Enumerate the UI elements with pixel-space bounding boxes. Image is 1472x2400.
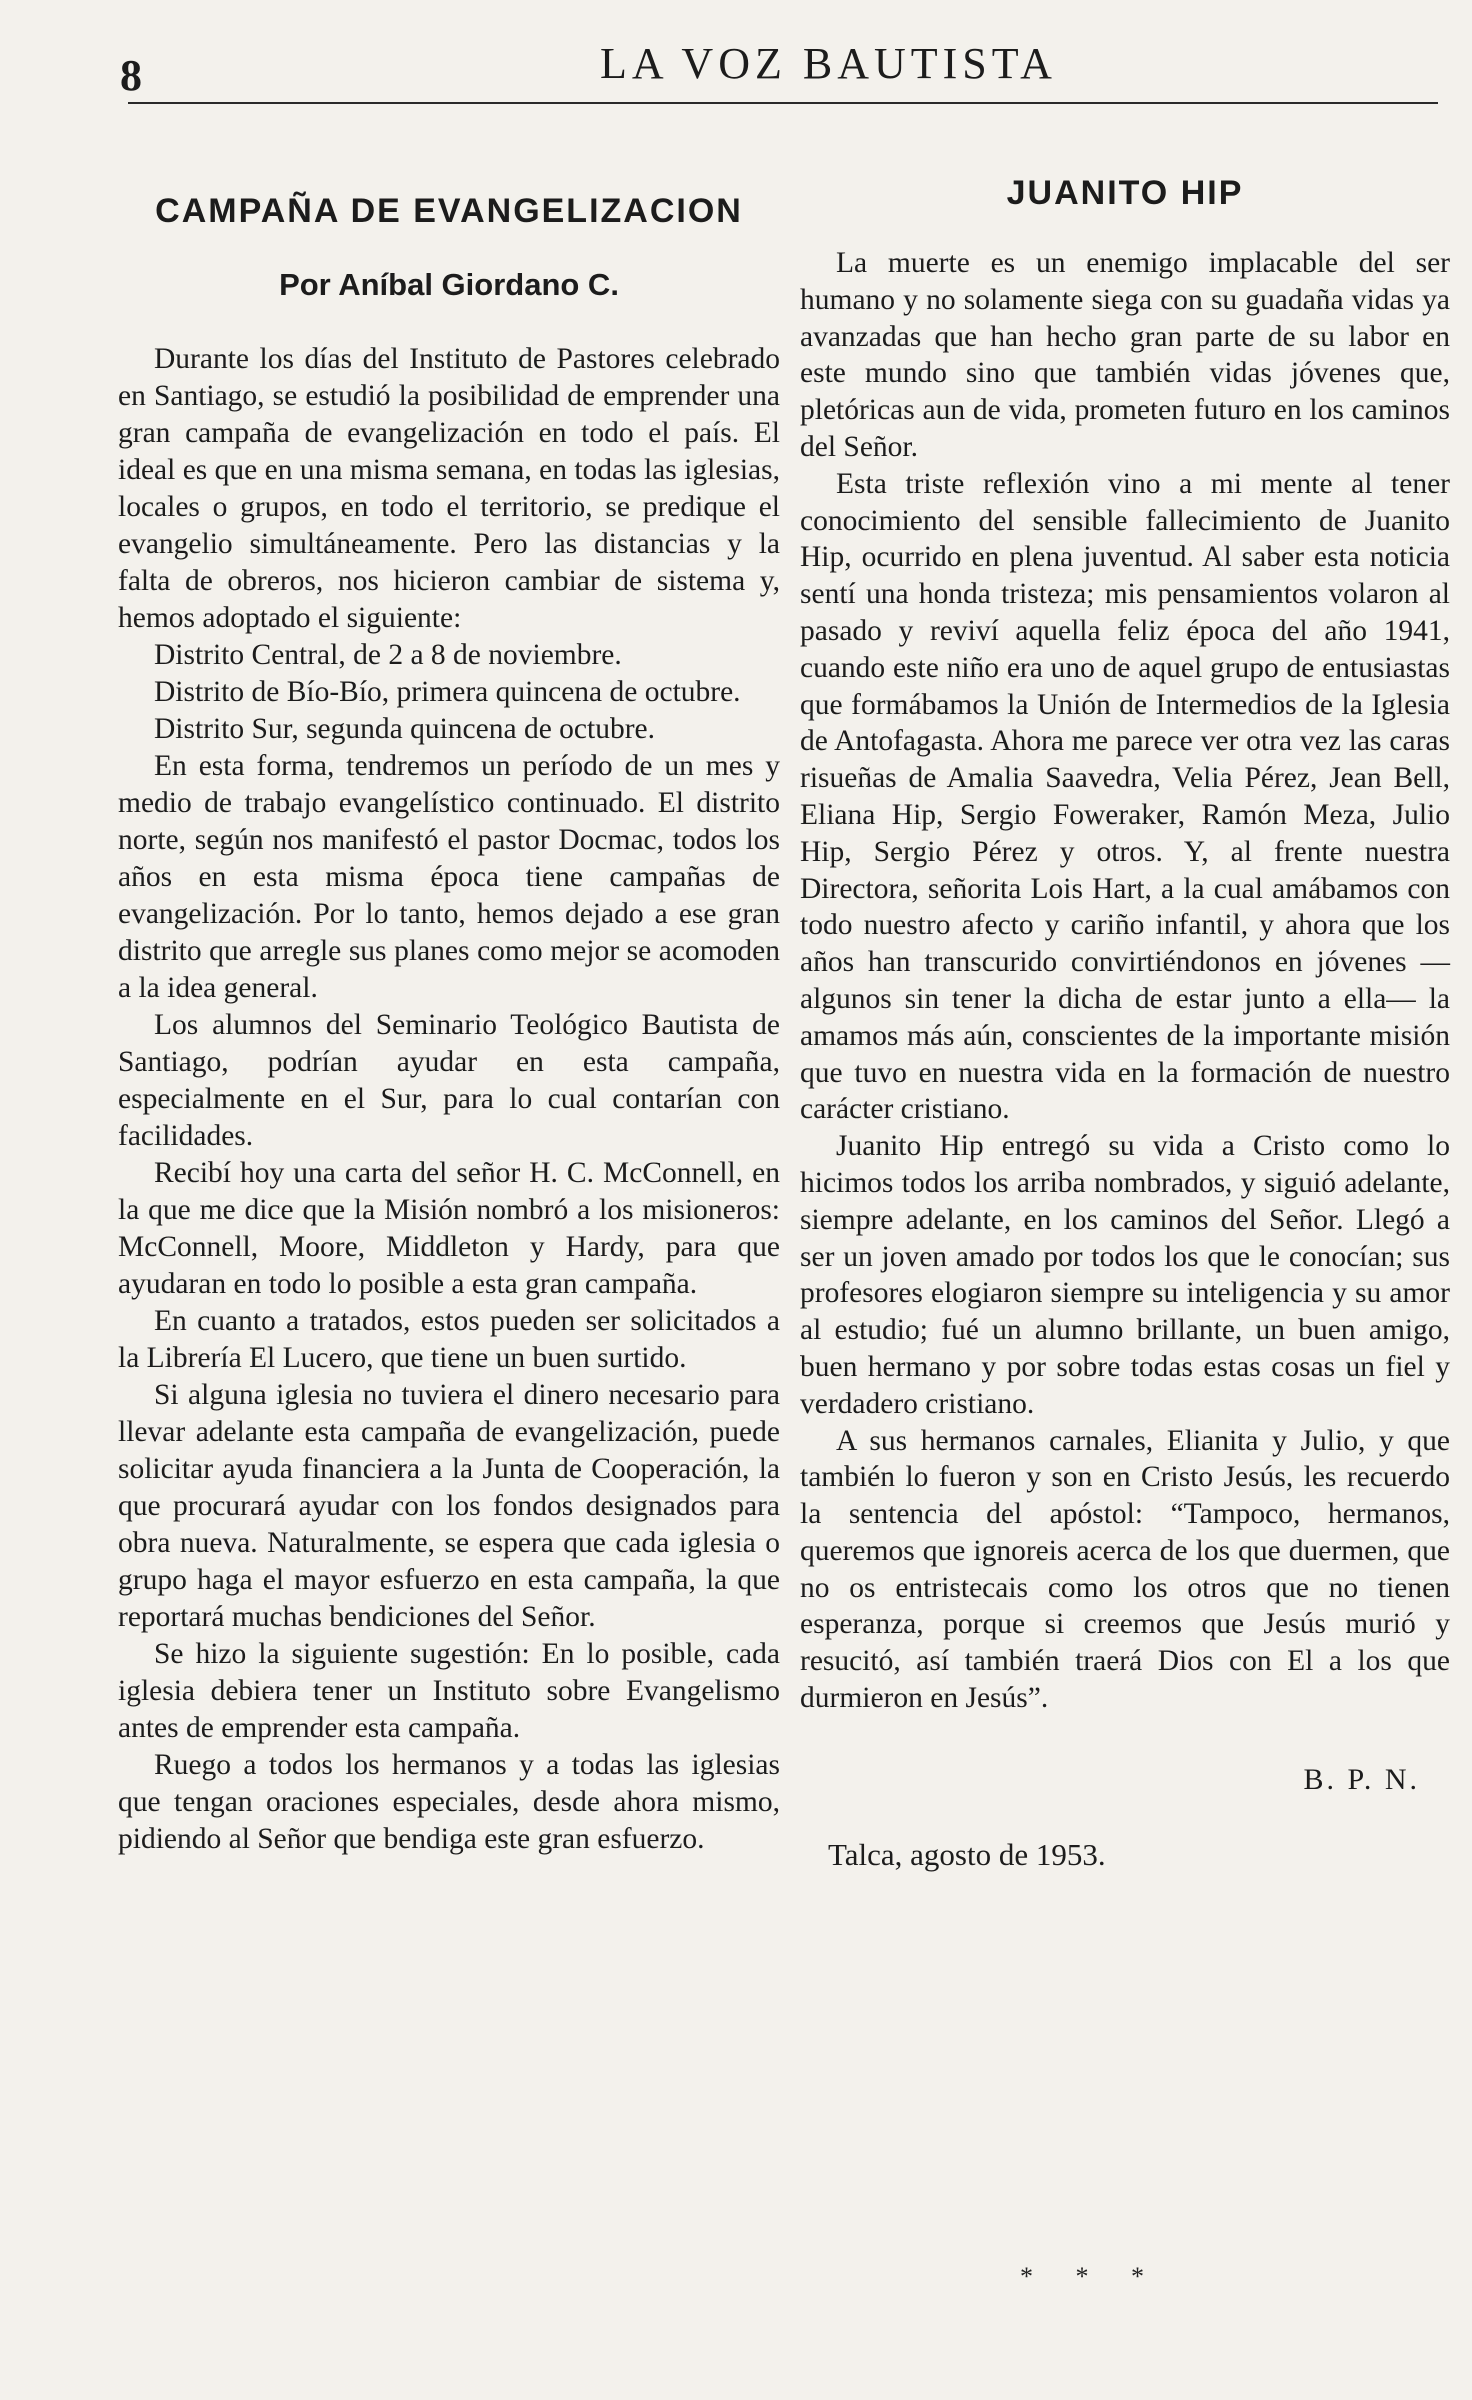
left-column (118, 180, 780, 1858)
paragraph: Los alumnos del Seminario Teológico Bautista de Santiago, podrían ayudar en esta campaña, especialmente en el Sur, para lo cual contarían con facilidades. (118, 1009, 780, 1152)
right-article-body (800, 245, 1450, 1717)
paragraph: Se hizo la siguiente sugestión: En lo posible, cada iglesia debiera tener un Instituto sobre Evangelismo antes de emprender esta campaña. (118, 1638, 780, 1744)
page-header (120, 28, 1450, 118)
paragraph: Durante los días del Instituto de Pastores celebrado en Santiago, se estudió la posibilidad de emprender una gran campaña de evangelización en todo el país. El ideal es que en una misma semana, en todas las iglesias, locales o grupos, en todo el territorio, se predique el evangelio simultáneamente. Pero las distancias y la falta de obreros, nos hicieron cambiar de sistema y, hemos adoptado el siguiente: (118, 343, 780, 634)
right-article-title: JUANITO HIP (1006, 174, 1244, 212)
ornament-asterisks: * * * (1020, 2262, 1162, 2291)
header-rule (128, 102, 1438, 104)
page-number: 8 (120, 51, 143, 100)
paragraph: Si alguna iglesia no tuviera el dinero necesario para llevar adelante esta campaña de evangelización, puede solicitar ayuda financiera a la Junta de Cooperación, la que procurará ayudar con los fondos designados para obra nueva. Naturalmente, se espera que cada iglesia o grupo haga el mayor esfuerzo en esta campaña, la que reportará muchas bendiciones del Señor. (118, 1379, 780, 1633)
paragraph: Distrito Central, de 2 a 8 de noviembre. (154, 639, 622, 671)
paragraph: A sus hermanos carnales, Elianita y Julio, y que también lo fueron y son en Cristo Jesús, les recuerdo la sentencia del apóstol: “Tampoco, hermanos, queremos que ignoreis acerca de los que duermen, que no os entristecais como los otros que no tienen esperanza, porque si creemos que Jesús murió y resucitó, así también traerá Dios con El a los que durmieron en Jesús”. (800, 1424, 1450, 1715)
right-column (800, 160, 1450, 1873)
paragraph: En esta forma, tendremos un período de un mes y medio de trabajo evangelístico continuado. El distrito norte, según nos manifestó el pastor Docmac, todos los años en esta misma época tiene campañas de evangelización. Por lo tanto, hemos dejado a ese gran distrito que arregle sus planes como mejor se acomoden a la idea general. (118, 750, 780, 1004)
journal-title: LA VOZ BAUTISTA (600, 39, 1057, 88)
paragraph: Distrito Sur, segunda quincena de octubre. (154, 713, 656, 745)
left-article-byline: Por Aníbal Giordano C. (279, 267, 619, 302)
article-signature: B. P. N. (1303, 1762, 1420, 1796)
paragraph: Juanito Hip entregó su vida a Cristo como lo hicimos todos los arriba nombrados, y siguió adelante, siempre adelante, en los caminos del Señor. Llegó a ser un joven amado por todos los que le conocían; sus profesores elogiaron siempre su inteligencia y su amor al estudio; fué un alumno brillante, un buen amigo, buen hermano y por sobre todas estas cosas un fiel y verdadero cristiano. (800, 1130, 1450, 1420)
left-article-title: CAMPAÑA DE EVANGELIZACION (155, 192, 743, 230)
paragraph: En cuanto a tratados, estos pueden ser solicitados a la Librería El Lucero, que tiene un buen surtido. (118, 1305, 780, 1374)
paragraph: Esta triste reflexión vino a mi mente al tener conocimiento del sensible fallecimiento de Juanito Hip, ocurrido en plena juventud. Al saber esta noticia sentí una honda tristeza; mis pensamientos volaron al pasado y reviví aquella feliz época del año 1941, cuando este niño era uno de aquel grupo de entusiastas que formábamos la Unión de Intermedios de la Iglesia de Antofagasta. Ahora me parece ver otra vez las caras risueñas de Amalia Saavedra, Velia Pérez, Jean Bell, Eliana Hip, Sergio Foweraker, Ramón Meza, Julio Hip, Sergio Pérez y otros. Y, al frente nuestra Directora, señorita Lois Hart, a la cual amábamos con todo nuestro afecto y cariño infantil, y ahora que los años han transcurido convirtiéndonos en jóvenes —algunos sin tener la dicha de estar junto a ella— la amamos más aún, conscientes de la importante misión que tuvo en nuestra vida en la formación de nuestro carácter cristiano. (800, 467, 1450, 1126)
paragraph: Recibí hoy una carta del señor H. C. McConnell, en la que me dice que la Misión nombró a los misioneros: McConnell, Moore, Middleton y Hardy, para que ayudaran en todo lo posible a esta gran campaña. (118, 1157, 780, 1300)
paragraph: La muerte es un enemigo implacable del ser humano y no solamente siega con su guadaña vidas ya avanzadas que han hecho gran parte de su labor en este mundo sino que también vidas jóvenes que, pletóricas aun de vida, prometen futuro en los caminos del Señor. (800, 247, 1450, 463)
paragraph: Ruego a todos los hermanos y a todas las iglesias que tengan oraciones especiales, desde ahora mismo, pidiendo al Señor que bendiga este gran esfuerzo. (118, 1749, 780, 1855)
place-date: Talca, agosto de 1953. (828, 1836, 1106, 1872)
paragraph: Distrito de Bío-Bío, primera quincena de octubre. (154, 676, 741, 708)
left-article-body (118, 341, 780, 1858)
